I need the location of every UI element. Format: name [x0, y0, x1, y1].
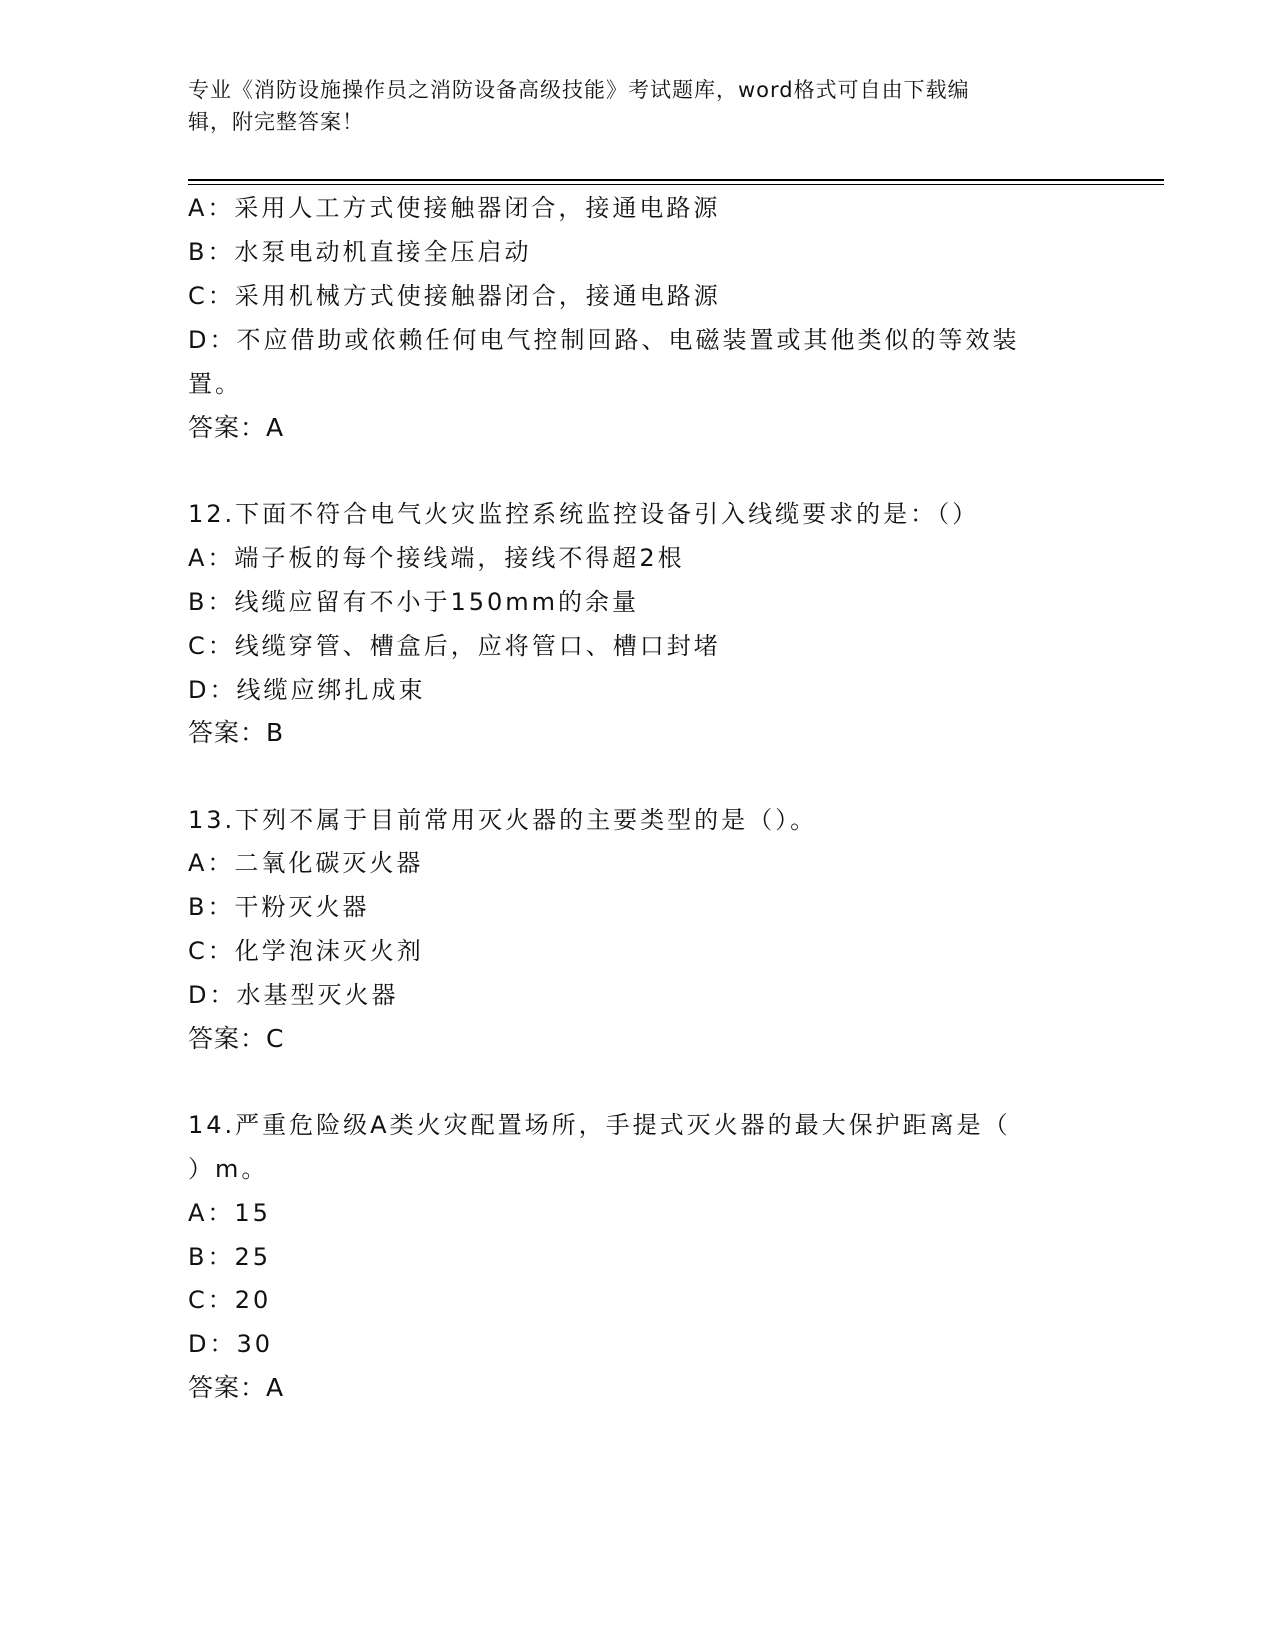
q12-option-b: B：线缆应留有不小于150mm的余量	[188, 588, 640, 616]
q14-question-line-1: 14.严重危险级A类火灾配置场所，手提式灭火器的最大保护距离是（	[188, 1111, 1011, 1139]
q11-option-d-line-2: 置。	[188, 370, 242, 398]
q11-option-b: B：水泵电动机直接全压启动	[188, 238, 532, 266]
q12-option-c: C：线缆穿管、槽盒后，应将管口、槽口封堵	[188, 632, 721, 660]
q12-option-d: D：线缆应绑扎成束	[188, 676, 426, 704]
q13-question: 13.下列不属于目前常用灭火器的主要类型的是（）。	[188, 806, 818, 834]
q14-answer: 答案：A	[188, 1373, 285, 1402]
q12-option-a: A：端子板的每个接线端，接线不得超2根	[188, 544, 685, 572]
q13-option-b: B：干粉灭火器	[188, 893, 370, 921]
q13-option-a: A：二氧化碳灭火器	[188, 849, 424, 877]
q12-answer: 答案：B	[188, 718, 285, 747]
q14-option-d: D：30	[188, 1330, 274, 1358]
q14-option-c: C：20	[188, 1286, 272, 1314]
q11-answer: 答案：A	[188, 413, 285, 442]
q11-option-a: A：采用人工方式使接触器闭合，接通电路源	[188, 194, 721, 222]
q13-answer: 答案：C	[188, 1024, 285, 1053]
q14-option-a: A：15	[188, 1199, 271, 1227]
header-line-2: 辑，附完整答案！	[188, 110, 364, 134]
q14-option-b: B：25	[188, 1243, 272, 1271]
header-divider-thin	[188, 184, 1164, 185]
q14-question-line-2: ）m。	[188, 1155, 269, 1183]
header-divider-thick	[188, 179, 1164, 181]
header-line-1: 专业《消防设施操作员之消防设备高级技能》考试题库，word格式可自由下载编	[188, 78, 970, 102]
q13-option-c: C：化学泡沫灭火剂	[188, 937, 424, 965]
q13-option-d: D：水基型灭火器	[188, 981, 399, 1009]
q12-question: 12.下面不符合电气火灾监控系统监控设备引入线缆要求的是：（）	[188, 500, 980, 528]
q11-option-d-line-1: D：不应借助或依赖任何电气控制回路、电磁装置或其他类似的等效装	[188, 326, 1020, 354]
q11-option-c: C：采用机械方式使接触器闭合，接通电路源	[188, 282, 721, 310]
document-header	[188, 74, 1088, 138]
